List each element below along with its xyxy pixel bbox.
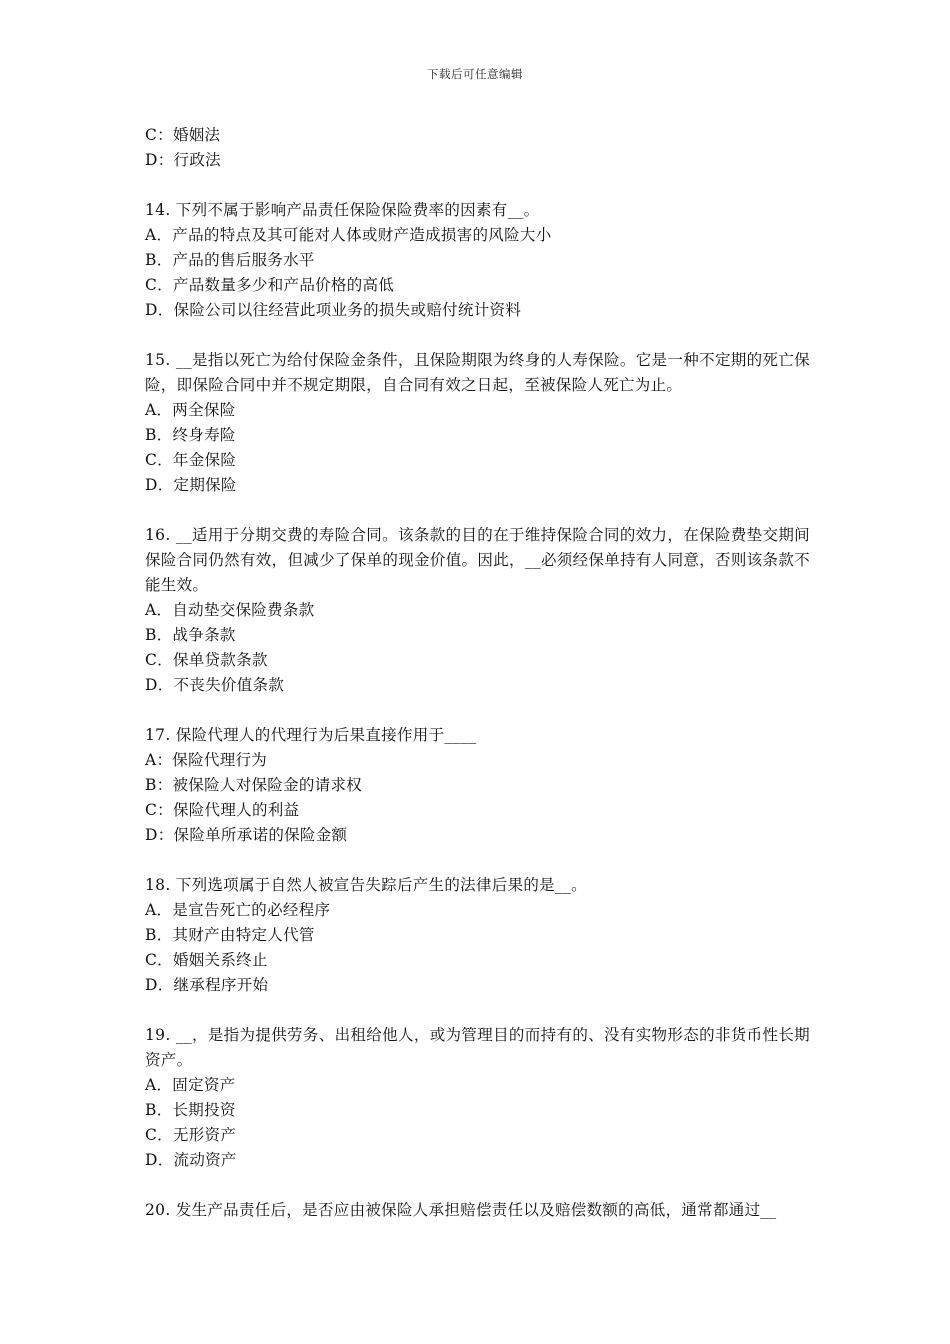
question-text: 20. 发生产品责任后，是否应由被保险人承担赔偿责任以及赔偿数额的高低，通常都通过__: [145, 1201, 777, 1219]
question-17: [145, 723, 810, 848]
option: A．自动垫交保险费条款: [145, 601, 315, 619]
question-15: [145, 348, 810, 498]
option: D：行政法: [145, 151, 221, 169]
option: C：婚姻法: [145, 126, 221, 144]
question-text: 16. __适用于分期交费的寿险合同。该条款的目的在于维持保险合同的效力，在保险费垫交期间保险合同仍然有效，但减少了保单的现金价值。因此，__必须经保单持有人同意，否则该条款不能生效。: [145, 526, 810, 594]
option: A．产品的特点及其可能对人体或财产造成损害的风险大小: [145, 226, 552, 244]
option: C．产品数量多少和产品价格的高低: [145, 276, 395, 294]
document-body: [145, 123, 810, 1248]
option: D．保险公司以往经营此项业务的损失或赔付统计资料: [145, 301, 522, 319]
option: A：保险代理行为: [145, 751, 268, 769]
option: B．其财产由特定人代管: [145, 926, 315, 944]
question-18: [145, 873, 810, 998]
option: B．产品的售后服务水平: [145, 251, 315, 269]
question-text: 19. __，是指为提供劳务、出租给他人，或为管理目的而持有的、没有实物形态的非货币性长期资产。: [145, 1026, 810, 1069]
option: D．继承程序开始: [145, 976, 269, 994]
option: D．定期保险: [145, 476, 237, 494]
option: B：被保险人对保险金的请求权: [145, 776, 363, 794]
option: C．无形资产: [145, 1126, 237, 1144]
option: C．保单贷款条款: [145, 651, 268, 669]
option: C：保险代理人的利益: [145, 801, 300, 819]
question-20: [145, 1198, 810, 1223]
option: C．婚姻关系终止: [145, 951, 268, 969]
option: A．两全保险: [145, 401, 236, 419]
question-text: 18. 下列选项属于自然人被宣告失踪后产生的法律后果的是__。: [145, 876, 587, 894]
question-text: 14. 下列不属于影响产品责任保险保险费率的因素有__。: [145, 201, 540, 219]
option: A．固定资产: [145, 1076, 236, 1094]
option: D．流动资产: [145, 1151, 237, 1169]
question-list: [145, 198, 810, 1223]
option: D．不丧失价值条款: [145, 676, 285, 694]
option: B．长期投资: [145, 1101, 236, 1119]
option: B．战争条款: [145, 626, 236, 644]
question-14: [145, 198, 810, 323]
question-text: 15. __是指以死亡为给付保险金条件，且保险期限为终身的人寿保险。它是一种不定期的死亡保险，即保险合同中并不规定期限，自合同有效之日起，至被保险人死亡为止。: [145, 351, 810, 394]
option: A．是宣告死亡的必经程序: [145, 901, 331, 919]
question-text: 17. 保险代理人的代理行为后果直接作用于____: [145, 726, 477, 744]
option: D：保险单所承诺的保险金额: [145, 826, 348, 844]
page-header: 下载后可任意编辑: [427, 67, 523, 81]
option: B．终身寿险: [145, 426, 236, 444]
question-19: [145, 1023, 810, 1173]
option: C．年金保险: [145, 451, 237, 469]
continued-options: [145, 123, 810, 173]
question-16: [145, 523, 810, 698]
